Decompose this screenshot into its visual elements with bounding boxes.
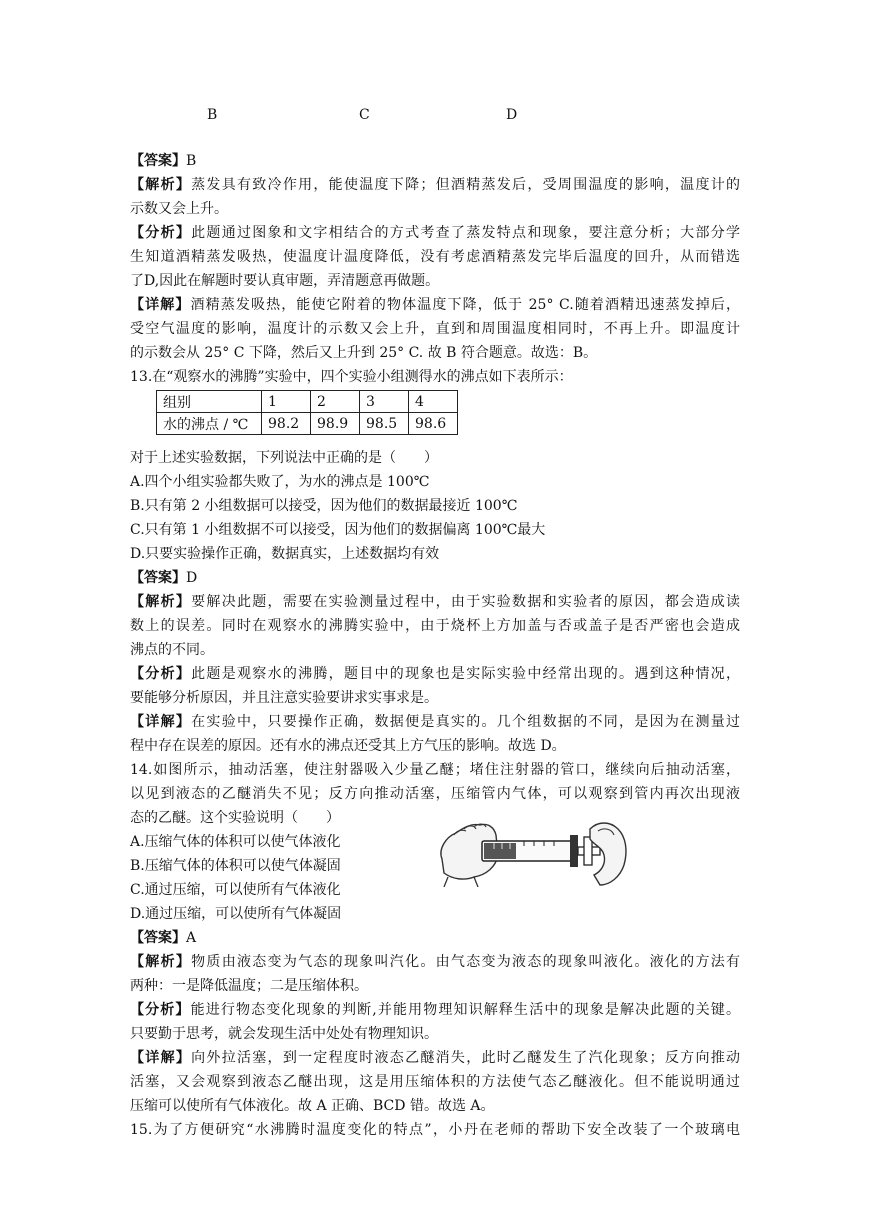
q14-jiexi: 【解析】物质由液态变为气态的现象叫汽化。由气态变为液态的现象叫液化。液化的方法有 bbox=[130, 954, 741, 970]
q12-fenxi-cont: 了D,因此在解题时要认真审题，弄清题意再做题。 bbox=[130, 273, 440, 289]
q14-answer: 【答案】A bbox=[130, 930, 197, 946]
q14-option-d: D.通过压缩，可以使所有气体凝固 bbox=[130, 906, 342, 922]
table-row bbox=[157, 391, 458, 413]
q14-fenxi-cont: 只要勤于思考，就会发现生活中处处有物理知识。 bbox=[130, 1026, 438, 1042]
option-letter-d: D bbox=[506, 107, 518, 123]
q13-fenxi: 【分析】此题是观察水的沸腾，题目中的现象也是实际实验中经常出现的。遇到这种情况， bbox=[130, 666, 741, 682]
table-row bbox=[157, 413, 458, 435]
q12-fenxi: 【分析】此题通过图象和文字相结合的方式考查了蒸发特点和现象，要注意分析；大部分学 bbox=[130, 225, 741, 241]
q14-spacer bbox=[130, 902, 740, 926]
table-cell: 98.5 bbox=[360, 413, 409, 435]
q12-xiangjie-cont: 的示数会从 25° C 下降，然后又上升到 25° C. 故 B 符合题意。故选：B。 bbox=[130, 345, 598, 361]
q13-answer: 【答案】D bbox=[130, 570, 198, 586]
table-header-cell: 组别 bbox=[157, 391, 262, 413]
boiling-point-table bbox=[156, 390, 458, 435]
q12-xiangjie: 【详解】酒精蒸发吸热，能使它附着的物体温度下降，低于 25° C.随着酒精迅速蒸发掉后， bbox=[130, 297, 740, 313]
q13-option-c: C.只有第 1 小组数据不可以接受，因为他们的数据偏离 100℃最大 bbox=[130, 522, 546, 538]
q12-answer: 【答案】B bbox=[130, 153, 197, 169]
q13-prompt: 对于上述实验数据，下列说法中正确的是（ ） bbox=[130, 450, 438, 466]
q14-option-a: A.压缩气体的体积可以使气体液化 bbox=[130, 834, 341, 850]
q13-xiangjie-cont: 程中存在误差的原因。还有水的沸点还受其上方气压的影响。故选 D。 bbox=[130, 738, 566, 754]
table-cell: 2 bbox=[311, 391, 360, 413]
q15-stem: 15.为了方便研究“水沸腾时温度变化的特点”，小丹在老师的帮助下安全改装了一个玻璃电 bbox=[130, 1122, 740, 1138]
option-letter-c: C bbox=[359, 107, 370, 123]
q13-jiexi-cont: 数上的误差。同时在观察水的沸腾实验中，由于烧杯上方加盖与否或盖子是否严密也会造成 bbox=[130, 618, 740, 634]
q12-jiexi-cont: 示数又会上升。 bbox=[130, 201, 228, 217]
q14-fenxi: 【分析】能进行物态变化现象的判断,并能用物理知识解释生活中的现象是解决此题的关键。 bbox=[130, 1002, 741, 1018]
option-letter-b: B bbox=[207, 107, 218, 123]
q13-option-b: B.只有第 2 小组数据可以接受，因为他们的数据最接近 100℃ bbox=[130, 498, 518, 514]
q14-option-b: B.压缩气体的体积可以使气体凝固 bbox=[130, 858, 341, 874]
table-cell: 98.6 bbox=[409, 413, 458, 435]
q13-stem: 13.在“观察水的沸腾”实验中，四个实验小组测得水的沸点如下表所示： bbox=[130, 369, 573, 385]
q14-jiexi-cont: 两种：一是降低温度；二是压缩体积。 bbox=[130, 978, 368, 994]
table-cell: 1 bbox=[262, 391, 311, 413]
q14-stem-cont: 态的乙醚。这个实验说明（ ） bbox=[130, 810, 340, 826]
q13-jiexi-cont: 沸点的不同。 bbox=[130, 642, 214, 658]
table-header-cell: 水的沸点 / ℃ bbox=[157, 413, 262, 435]
q13-xiangjie: 【详解】在实验中，只要操作正确，数据便是真实的。几个组数据的不同，是因为在测量过 bbox=[130, 714, 741, 730]
q14-option-c: C.通过压缩，可以使所有气体液化 bbox=[130, 882, 341, 898]
table-cell: 3 bbox=[360, 391, 409, 413]
table-cell: 98.9 bbox=[311, 413, 360, 435]
syringe-illustration bbox=[434, 815, 630, 887]
q14-stem-cont: 以见到液态的乙醚消失不见；反方向推动活塞，压缩管内气体，可以观察到管内再次出现液 bbox=[130, 786, 740, 802]
q12-jiexi: 【解析】蒸发具有致冷作用，能使温度下降；但酒精蒸发后，受周围温度的影响，温度计的 bbox=[130, 177, 741, 193]
q14-xiangjie-cont: 压缩可以使所有气体液化。故 A 正确、BCD 错。故选 A。 bbox=[130, 1098, 495, 1114]
q13-option-a: A.四个小组实验都失败了，为水的沸点是 100℃ bbox=[130, 474, 430, 490]
table-cell: 98.2 bbox=[262, 413, 311, 435]
q13-fenxi-cont: 要能够分析原因，并且注意实验要讲求实事求是。 bbox=[130, 690, 438, 706]
q14-stem: 14.如图所示，抽动活塞，使注射器吸入少量乙醚；堵住注射器的管口，继续向后抽动活塞， bbox=[130, 762, 740, 778]
table-cell: 4 bbox=[409, 391, 458, 413]
q12-xiangjie-cont: 受空气温度的影响，温度计的示数又会上升，直到和周围温度相同时，不再上升。即温度计 bbox=[130, 321, 740, 337]
q13-jiexi: 【解析】要解决此题，需要在实验测量过程中，由于实验数据和实验者的原因，都会造成读 bbox=[130, 594, 741, 610]
q12-fenxi-cont: 生知道酒精蒸发吸热，使温度计温度降低，没有考虑酒精蒸发完毕后温度的回升，从而错选 bbox=[130, 249, 740, 265]
q13-option-d: D.只要实验操作正确，数据真实，上述数据均有效 bbox=[130, 546, 440, 562]
q14-xiangjie: 【详解】向外拉活塞，到一定程度时液态乙醚消失，此时乙醚发生了汽化现象；反方向推动 bbox=[130, 1050, 741, 1066]
q14-xiangjie-cont: 活塞，又会观察到液态乙醚出现，这是用压缩体积的方法使气态乙醚液化。但不能说明通过 bbox=[130, 1074, 740, 1090]
